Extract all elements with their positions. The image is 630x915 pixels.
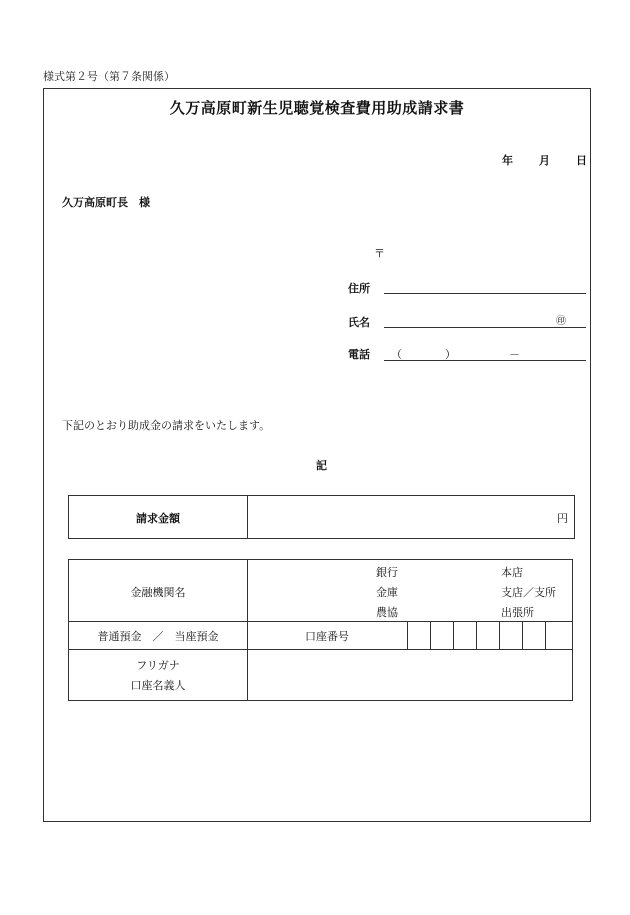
type-nokyo[interactable]: 農協 xyxy=(376,606,398,619)
date-month[interactable]: 月 xyxy=(539,154,550,167)
name-field[interactable] xyxy=(384,327,586,328)
account-holder-label: 口座名義人 xyxy=(130,679,186,692)
branch-office[interactable]: 出張所 xyxy=(501,606,534,619)
addressee: 久万高原町長 様 xyxy=(62,196,150,209)
furigana-label: フリガナ xyxy=(136,659,180,672)
digit-divider-0 xyxy=(407,621,408,649)
phone-label: 電話 xyxy=(348,348,370,361)
branch-main[interactable]: 本店 xyxy=(501,566,523,579)
name-label: 氏名 xyxy=(348,316,370,329)
form-frame xyxy=(43,88,591,822)
ki-heading: 記 xyxy=(316,459,327,472)
phone-close-paren: ） xyxy=(445,348,456,361)
institution-label: 金融機関名 xyxy=(130,586,186,599)
form-number: 様式第２号（第７条関係） xyxy=(43,70,175,83)
branch-branch[interactable]: 支店／支所 xyxy=(501,586,556,599)
postal-mark: 〒 xyxy=(374,247,385,260)
account-number-label: 口座番号 xyxy=(305,630,349,643)
digit-divider-5 xyxy=(522,621,523,649)
amount-field[interactable] xyxy=(248,496,574,538)
digit-divider-6 xyxy=(545,621,546,649)
digit-divider-4 xyxy=(499,621,500,649)
type-shinkin[interactable]: 金庫 xyxy=(376,586,398,599)
type-bank[interactable]: 銀行 xyxy=(376,566,398,579)
amount-unit: 円 xyxy=(557,512,568,525)
digit-divider-1 xyxy=(430,621,431,649)
account-holder-field[interactable] xyxy=(248,650,572,700)
form-title: 久万高原町新生児聴覚検査費用助成請求書 xyxy=(169,99,465,117)
account-type-label[interactable]: 普通預金 ／ 当座預金 xyxy=(97,630,219,643)
amount-table xyxy=(68,495,575,539)
digit-divider-3 xyxy=(476,621,477,649)
address-label: 住所 xyxy=(348,282,370,295)
phone-dash: － xyxy=(509,348,520,361)
seal-mark: ㊞ xyxy=(556,316,566,327)
request-statement: 下記のとおり助成金の請求をいたします。 xyxy=(62,419,271,432)
bank-table xyxy=(68,559,573,701)
bank-row-divider-1 xyxy=(69,621,572,622)
amount-label: 請求金額 xyxy=(136,512,180,525)
digit-divider-2 xyxy=(453,621,454,649)
address-field[interactable] xyxy=(384,293,586,294)
date-day[interactable]: 日 xyxy=(576,154,587,167)
phone-open-paren: （ xyxy=(391,348,402,361)
phone-field[interactable] xyxy=(384,360,586,361)
date-year[interactable]: 年 xyxy=(502,154,513,167)
